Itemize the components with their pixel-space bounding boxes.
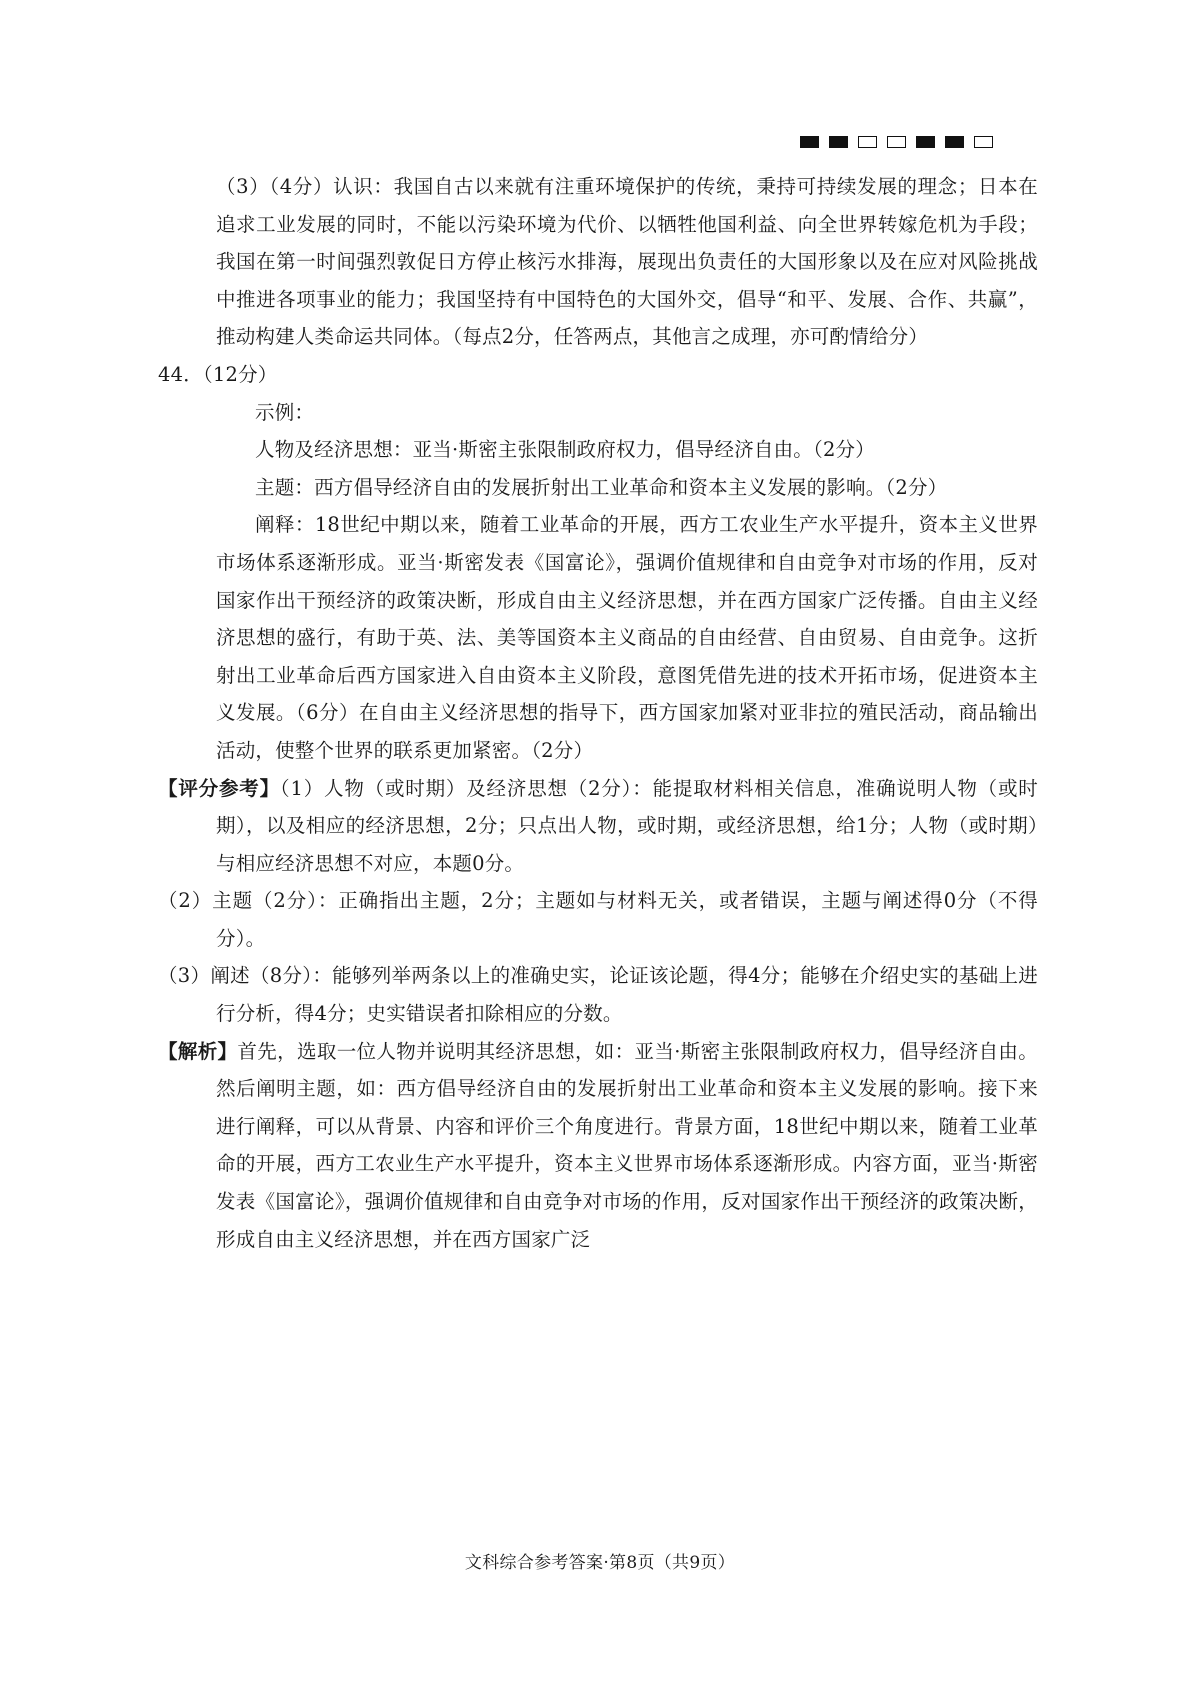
page-footer: 文科综合参考答案·第8页（共9页） xyxy=(464,1553,736,1573)
q44-scoring-2: （2）主题（2分）：正确指出主题，2分；主题如与材料无关，或者错误，主题与阐述得0分（不得分）。 xyxy=(158,889,1038,950)
q44-scoring-3: （3）阐述（8分）：能够列举两条以上的准确史实，论证该论题，得4分；能够在介绍史实的基础上进行分析，得4分；史实错误者扣除相应的分数。 xyxy=(158,964,1038,1026)
scoring-label: 【评分参考】 xyxy=(158,776,280,800)
mark-filled-4 xyxy=(945,136,964,148)
registration-marks xyxy=(800,136,993,148)
q44-example-label: 示例： xyxy=(255,400,315,424)
mark-empty-3 xyxy=(974,136,993,148)
q44-explanation: 阐释：18世纪中期以来，随着工业革命的开展，西方工农业生产水平提升，资本主义世界市场体系逐渐形成。亚当·斯密发表《国富论》，强调价值规律和自由竞争对市场的作用，反对国家作出干预经济的政策决断，形成自由主义经济思想，并在西方国家广泛传播。自由主义经济思想的盛行，有助于英、法、美等国资本主义商品的自由经营、自由贸易、自由竞争。这折射出工业革命后西方国家进入自由资本主义阶段，意图凭借先进的技术开拓市场，促进资本主义发展。（6分）在自由主义经济思想的指导下，西方国家加紧对亚非拉的殖民活动，商品输出活动，使整个世界的联系更加紧密。（2分） xyxy=(216,513,1038,762)
mark-empty-2 xyxy=(887,136,906,148)
analysis-label: 【解析】 xyxy=(158,1039,238,1063)
scoring-1-text: （1）人物（或时期）及经济思想（2分）：能提取材料相关信息，准确说明人物（或时期），以及相应的经济思想，2分；只点出人物，或时期，或经济思想，给1分；人物（或时期）与相应经济思想不对应，本题0分。 xyxy=(216,776,1038,875)
q43-part3: （3）（4分）认识：我国自古以来就有注重环境保护的传统，秉持可持续发展的理念；日本在追求工业发展的同时，不能以污染环境为代价、以牺牲他国利益、向全世界转嫁危机为手段；我国在第一时间强烈敦促日方停止核污水排海，展现出负责任的大国形象以及在应对风险挑战中推进各项事业的能力；我国坚持有中国特色的大国外交，倡导“和平、发展、合作、共赢”，推动构建人类命运共同体。（每点2分，任答两点，其他言之成理，亦可酌情给分） xyxy=(216,175,1038,349)
mark-filled-3 xyxy=(916,136,935,148)
mark-empty-1 xyxy=(858,136,877,148)
q44-heading: 44．（12分） xyxy=(158,362,278,386)
q44-analysis xyxy=(158,1033,1038,1259)
q44-scoring-1 xyxy=(158,770,1038,883)
mark-filled-2 xyxy=(829,136,848,148)
q44-person: 人物及经济思想：亚当·斯密主张限制政府权力，倡导经济自由。（2分） xyxy=(255,438,875,462)
mark-filled-1 xyxy=(800,136,819,148)
analysis-text: 首先，选取一位人物并说明其经济思想，如：亚当·斯密主张限制政府权力，倡导经济自由。然后阐明主题，如：西方倡导经济自由的发展折射出工业革命和资本主义发展的影响。接下来进行阐释，可以从背景、内容和评价三个角度进行。背景方面，18世纪中期以来，随着工业革命的开展，西方工农业生产水平提升，资本主义世界市场体系逐渐形成。内容方面，亚当·斯密发表《国富论》，强调价值规律和自由竞争对市场的作用，反对国家作出干预经济的政策决断，形成自由主义经济思想，并在西方国家广泛 xyxy=(216,1039,1038,1251)
q44-theme: 主题：西方倡导经济自由的发展折射出工业革命和资本主义发展的影响。（2分） xyxy=(255,475,948,499)
answer-content xyxy=(158,168,1038,1258)
